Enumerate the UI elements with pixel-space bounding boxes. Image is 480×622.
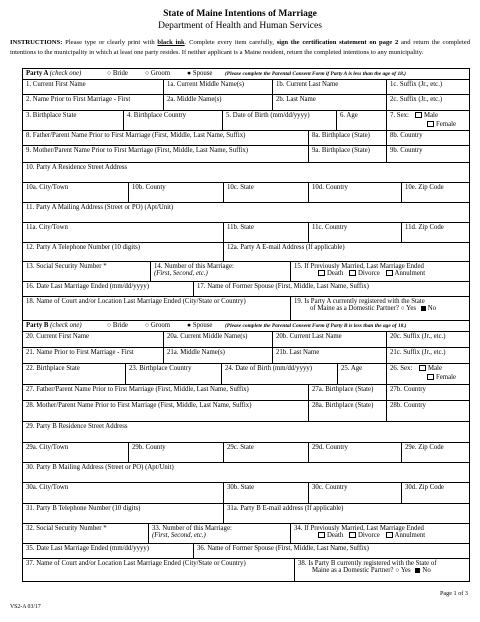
instructions-sign: sign the certification statement on page 2 bbox=[276, 39, 399, 46]
divorce-checkbox[interactable]: Divorce bbox=[349, 270, 380, 277]
field-28b[interactable]: 28b. Country bbox=[386, 401, 471, 421]
field-10a[interactable]: 10a. City/Town bbox=[26, 184, 69, 191]
instructions-text-2: . Complete every item carefully, bbox=[184, 39, 274, 46]
field-2a[interactable]: 2a. Middle Name(s) bbox=[163, 95, 272, 110]
field-34: 34. If Previously Married, Last Marriage Ended Death Divorce Annulment bbox=[290, 524, 471, 543]
field-29a[interactable]: 29a. City/Town bbox=[26, 444, 69, 451]
no-radio[interactable]: No bbox=[418, 305, 436, 312]
field-19: 19. Is Party A currently registered with the State of Maine as a Domestic Partner? ○ Yes No bbox=[290, 297, 471, 324]
field-11a[interactable]: 11a. City/Town bbox=[26, 224, 68, 231]
table-row bbox=[23, 385, 469, 401]
page-title: State of Maine Intentions of Marriage bbox=[163, 9, 317, 19]
field-11c[interactable]: 11c. Country bbox=[308, 223, 401, 242]
party-b-header bbox=[23, 321, 469, 332]
field-21a[interactable]: 21a. Middle Name(s) bbox=[163, 348, 272, 363]
field-12[interactable]: 12. Party A Telephone Number (10 digits) bbox=[26, 244, 140, 251]
field-11[interactable]: 11. Party A Mailing Address (Street or PO) (Apt/Unit) bbox=[26, 204, 174, 211]
table-row bbox=[23, 111, 469, 131]
field-29c[interactable]: 29c. State bbox=[223, 443, 308, 462]
field-38: 38. Is Party B currently registered with the State of Maine as a Domestic Partner? ○ Yes No bbox=[294, 559, 471, 582]
male-checkbox[interactable]: Male bbox=[415, 112, 438, 119]
field-8[interactable]: 8. Father/Parent Name Prior to First Marriage (First, Middle, Last Name, Suffix) bbox=[26, 132, 246, 139]
field-21b[interactable]: 21b. Last Name bbox=[272, 348, 386, 363]
field-10c[interactable]: 10c. State bbox=[223, 183, 308, 202]
field-17[interactable]: 17. Name of Former Spouse (First, Middle, Last Name, Suffix) bbox=[193, 282, 471, 296]
no-radio[interactable]: No bbox=[412, 567, 430, 574]
table-row bbox=[23, 504, 469, 524]
field-27[interactable]: 27. Father/Parent Name Prior to First Marriage (First, Middle, Last Name, Suffix) bbox=[26, 386, 249, 393]
field-2c[interactable]: 2c. Suffix (Jr., etc.) bbox=[386, 95, 471, 110]
yes-radio[interactable]: ○ Yes bbox=[395, 567, 411, 574]
field-1c[interactable]: 1c. Suffix (Jr., etc.) bbox=[386, 80, 471, 94]
party-a-consent-note: (Please complete the Parental Consent Form if Party A is less than the age of 18.) bbox=[225, 71, 406, 77]
female-checkbox[interactable]: Female bbox=[427, 374, 456, 381]
table-row bbox=[23, 223, 469, 243]
table-row bbox=[23, 463, 469, 483]
field-10e[interactable]: 10e. Zip Code bbox=[401, 183, 471, 202]
party-b-option-spouse[interactable]: ● Spouse bbox=[187, 322, 213, 329]
table-row bbox=[23, 131, 469, 146]
field-9a[interactable]: 9a. Birthplace (State) bbox=[308, 146, 386, 162]
party-b-option-bride[interactable]: ○ Bride bbox=[107, 322, 128, 329]
instructions-text-3: and return the completed intentions to the municipality in which at least one party resides. If neither applicant is a Maine resident, return the completed intentions to any municipality. bbox=[10, 39, 470, 57]
annulment-checkbox[interactable]: Annulment bbox=[386, 532, 426, 539]
field-7-sex: 7. Sex: Male Female bbox=[386, 111, 471, 130]
table-row bbox=[23, 544, 469, 559]
field-30a[interactable]: 30a. City/Town bbox=[26, 484, 69, 491]
field-29[interactable]: 29. Party B Residence Street Address bbox=[26, 423, 128, 430]
party-a-option-spouse[interactable]: ● Spouse bbox=[187, 70, 213, 77]
table-row bbox=[23, 443, 469, 463]
party-a-check-one: (check one) bbox=[49, 70, 82, 77]
field-11d[interactable]: 11d. Zip Code bbox=[401, 223, 471, 242]
field-27a[interactable]: 27a. Birthplace (State) bbox=[308, 385, 386, 400]
instructions bbox=[10, 38, 470, 58]
field-10[interactable]: 10. Party A Residence Street Address bbox=[26, 164, 128, 171]
party-b-consent-note: (Please complete the Parental Consent Form if Party B is less than the age of 18.) bbox=[225, 323, 407, 329]
page-number: Page 1 of 3 bbox=[439, 590, 468, 597]
field-22[interactable]: 22. Birthplace State bbox=[26, 365, 80, 372]
male-checkbox[interactable]: Male bbox=[419, 365, 442, 372]
field-20[interactable]: 20. Current First Name bbox=[26, 333, 90, 340]
instructions-lead: INSTRUCTIONS: bbox=[10, 39, 63, 46]
party-b-label: Party B bbox=[26, 322, 49, 329]
field-37[interactable]: 37. Name of Court and/or Location Last Marriage Ended (City/State or Country) bbox=[26, 560, 246, 567]
field-4[interactable]: 4. Birthplace Country bbox=[123, 111, 222, 130]
field-13[interactable]: 13. Social Security Number * bbox=[26, 263, 107, 270]
table-row bbox=[23, 95, 469, 111]
field-27b[interactable]: 27b. Country bbox=[386, 385, 471, 400]
instructions-text-1: Please type or clearly print with bbox=[65, 39, 155, 46]
party-a-label: Party A bbox=[26, 70, 49, 77]
table-row bbox=[23, 364, 469, 385]
field-6[interactable]: 6. Age bbox=[336, 111, 386, 130]
table-row bbox=[23, 422, 469, 443]
field-32[interactable]: 32. Social Security Number * bbox=[26, 525, 107, 532]
field-9[interactable]: 9. Mother/Parent Name Prior to First Marriage (First, Middle, Last Name, Suffix) bbox=[26, 147, 249, 154]
field-20c[interactable]: 20c. Suffix (Jr., etc.) bbox=[386, 332, 471, 347]
field-12a[interactable]: 12a. Party A E-mail Address (If applicable) bbox=[223, 243, 471, 261]
field-30b[interactable]: 30b. State bbox=[223, 483, 308, 503]
death-checkbox[interactable]: Death bbox=[318, 532, 343, 539]
field-29d[interactable]: 29d. Country bbox=[308, 443, 401, 462]
field-23[interactable]: 23. Birthplace Country bbox=[125, 364, 221, 384]
field-16[interactable]: 16. Date Last Marriage Ended (mm/dd/yyyy) bbox=[26, 283, 150, 290]
field-14[interactable]: 14. Number of this Marriage: (First, Second, etc.) bbox=[150, 262, 290, 281]
field-28[interactable]: 28. Mother/Parent Name Prior to First Marriage (First, Middle, Last Name, Suffix) bbox=[26, 402, 252, 409]
field-1[interactable]: 1. Current First Name bbox=[26, 81, 86, 88]
field-20a[interactable]: 20a. Current Middle Name(s) bbox=[163, 332, 272, 347]
table-row bbox=[23, 483, 469, 504]
table-row bbox=[23, 524, 469, 544]
table-row bbox=[23, 348, 469, 364]
party-a-header bbox=[23, 69, 469, 80]
table-row bbox=[23, 183, 469, 203]
table-row bbox=[23, 243, 469, 262]
field-21[interactable]: 21. Name Prior to First Marriage - First bbox=[26, 349, 134, 356]
field-20b[interactable]: 20b. Current Last Name bbox=[272, 332, 386, 347]
field-10b[interactable]: 10b. County bbox=[128, 183, 223, 202]
table-row bbox=[23, 146, 469, 163]
annulment-checkbox[interactable]: Annulment bbox=[386, 270, 426, 277]
party-b-option-groom[interactable]: ○ Groom bbox=[145, 322, 171, 329]
field-30d[interactable]: 30d. Zip Code bbox=[401, 483, 471, 503]
party-a-option-groom[interactable]: ○ Groom bbox=[145, 70, 171, 77]
page-subtitle: Department of Health and Human Services bbox=[158, 21, 322, 31]
field-5[interactable]: 5. Date of Birth (mm/dd/yyyy) bbox=[222, 111, 336, 130]
instructions-black-ink: black ink bbox=[157, 39, 185, 46]
field-25[interactable]: 25. Age bbox=[337, 364, 386, 384]
table-row bbox=[23, 282, 469, 297]
field-33[interactable]: 33. Number of this Marriage: (First, Second, etc.) bbox=[148, 524, 290, 543]
death-checkbox[interactable]: Death bbox=[318, 270, 343, 277]
field-8b[interactable]: 8b. Country bbox=[386, 131, 471, 145]
field-29b[interactable]: 29b. County bbox=[128, 443, 223, 462]
party-a-section bbox=[22, 68, 470, 324]
field-31a[interactable]: 31a. Party B E-mail address (If applicable) bbox=[223, 504, 471, 523]
field-11b[interactable]: 11b. State bbox=[223, 223, 308, 242]
field-21c[interactable]: 21c. Suffix (Jr., etc.) bbox=[386, 348, 471, 363]
form-id: VS2-A 03/17 bbox=[10, 604, 41, 610]
field-15: 15. If Previously Married, Last Marriage Ended Death Divorce Annulment bbox=[290, 262, 471, 281]
field-2b[interactable]: 2b. Last Name bbox=[272, 95, 386, 110]
field-3[interactable]: 3. Birthplace State bbox=[26, 112, 77, 119]
field-18[interactable]: 18. Name of Court and/or Location Last Marriage Ended (City/State or Country) bbox=[26, 298, 246, 305]
table-row bbox=[23, 80, 469, 95]
field-28a[interactable]: 28a. Birthplace (State) bbox=[308, 401, 386, 421]
field-2[interactable]: 2. Name Prior to First Marriage - First bbox=[26, 96, 131, 103]
field-35[interactable]: 35. Date Last Marriage Ended (mm/dd/yyyy) bbox=[26, 545, 150, 552]
party-a-option-bride[interactable]: ○ Bride bbox=[107, 70, 128, 77]
field-1b[interactable]: 1b. Current Last Name bbox=[272, 80, 386, 94]
yes-radio[interactable]: ○ Yes bbox=[400, 305, 417, 312]
field-30[interactable]: 30. Party B Mailing Address (Street or PO) (Apt/Unit) bbox=[26, 464, 174, 471]
field-10d[interactable]: 10d. Country bbox=[308, 183, 401, 202]
field-26-sex: 26. Sex: Male Female bbox=[386, 364, 471, 384]
table-row bbox=[23, 401, 469, 422]
field-9b[interactable]: 9b. Country bbox=[386, 146, 471, 162]
field-1a[interactable]: 1a. Current Middle Name(s) bbox=[163, 80, 272, 94]
divorce-checkbox[interactable]: Divorce bbox=[349, 532, 380, 539]
table-row bbox=[23, 332, 469, 348]
party-b-section bbox=[22, 320, 470, 582]
female-checkbox[interactable]: Female bbox=[427, 121, 456, 128]
table-row bbox=[23, 262, 469, 282]
table-row bbox=[23, 163, 469, 183]
table-row bbox=[23, 203, 469, 223]
field-36[interactable]: 36. Name of Former Spouse (First, Middle, Last Name, Suffix) bbox=[193, 544, 471, 558]
field-31[interactable]: 31. Party B Telephone Number (10 digits) bbox=[26, 505, 141, 512]
field-8a[interactable]: 8a. Birthplace (State) bbox=[308, 131, 386, 145]
party-b-check-one: (check one) bbox=[50, 322, 82, 329]
field-24[interactable]: 24. Date of Birth (mm/dd/yyyy) bbox=[221, 364, 337, 384]
field-30c[interactable]: 30c. Country bbox=[308, 483, 401, 503]
table-row bbox=[23, 559, 469, 582]
field-29e[interactable]: 29e. Zip Code bbox=[401, 443, 471, 462]
